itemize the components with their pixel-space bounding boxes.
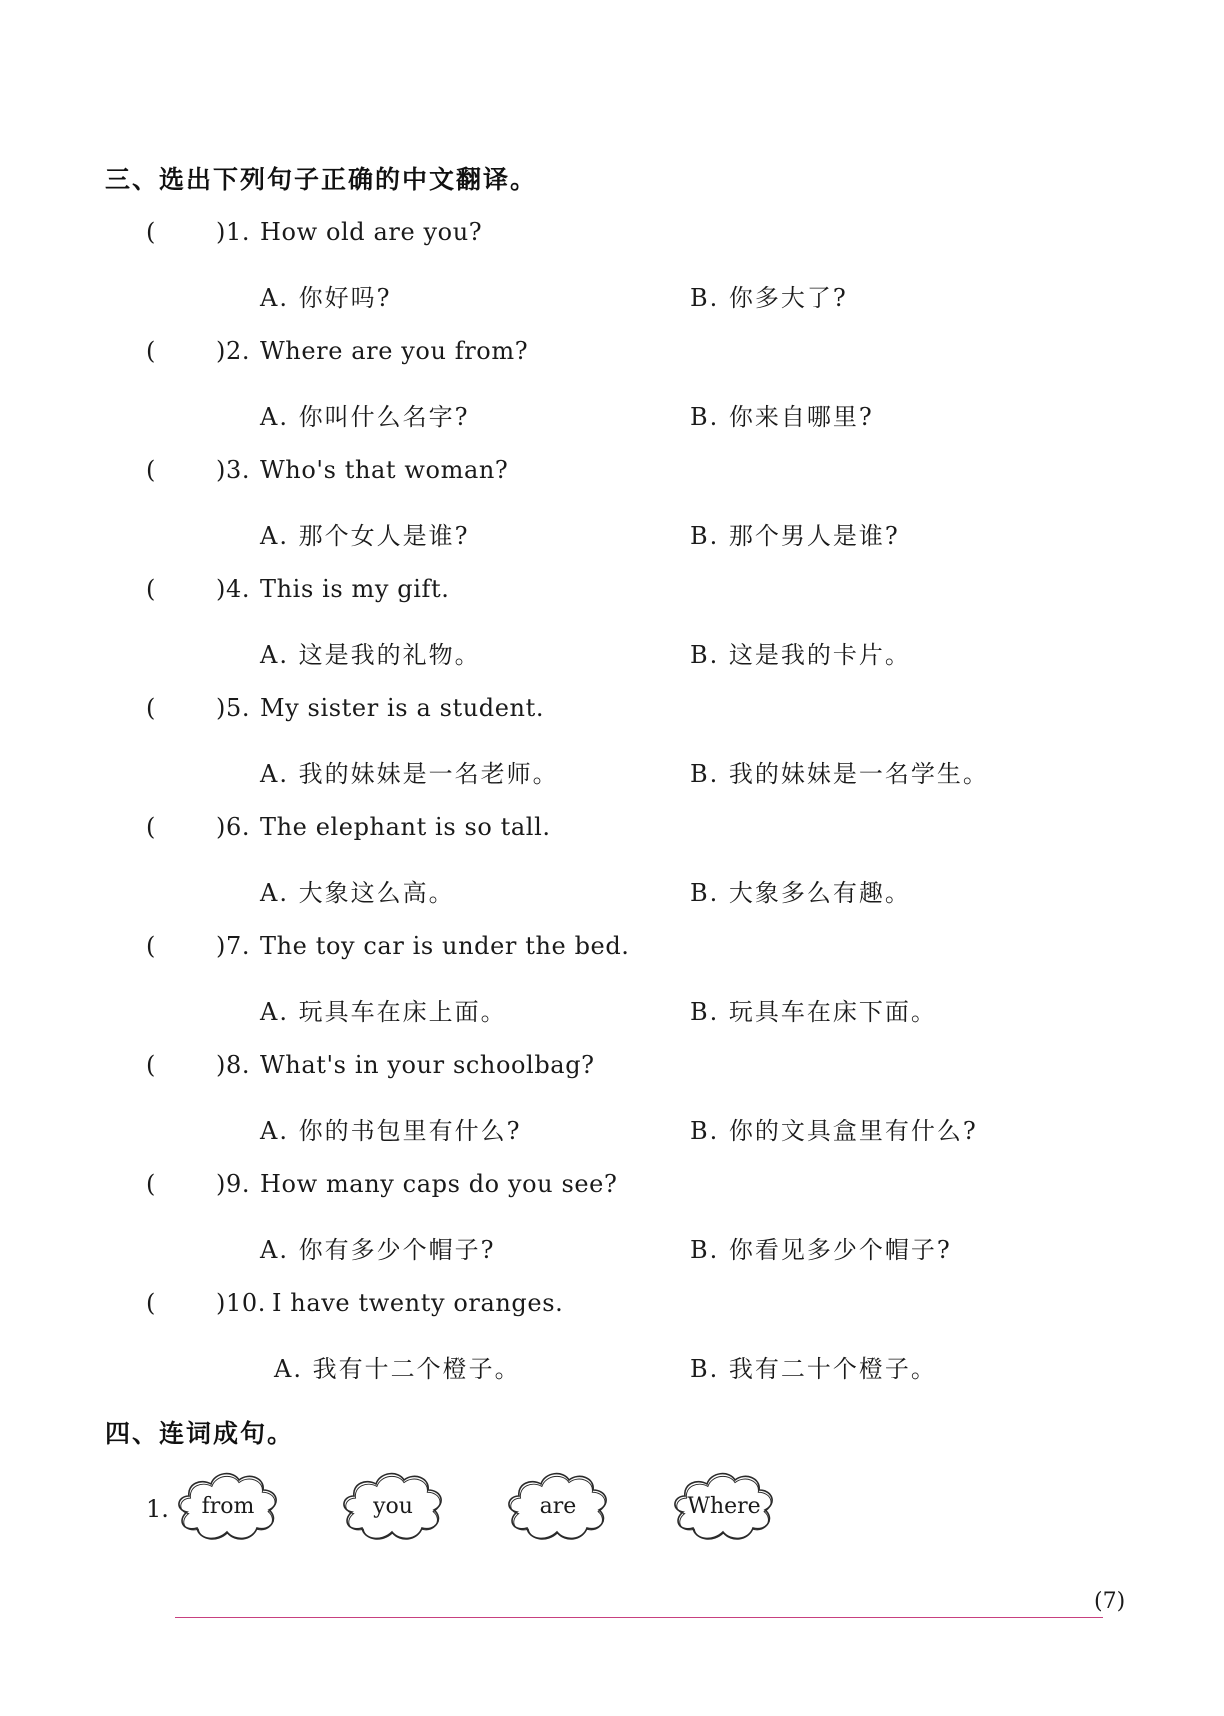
answer-blank-close-paren: )	[216, 337, 226, 365]
answer-blank-open-paren[interactable]: (	[146, 456, 156, 484]
question-line	[0, 1289, 1224, 1329]
answer-blank-open-paren[interactable]: (	[146, 1170, 156, 1198]
question-line	[0, 575, 1224, 615]
question-number: 5.	[226, 694, 251, 722]
answer-blank-close-paren: )	[216, 1289, 226, 1317]
options-line	[0, 1111, 1224, 1151]
word-cloud[interactable]	[669, 1466, 779, 1546]
question-line	[0, 813, 1224, 853]
question-line	[0, 218, 1224, 258]
answer-blank-open-paren[interactable]: (	[146, 1051, 156, 1079]
question-line	[0, 1170, 1224, 1210]
options-line	[0, 1349, 1224, 1389]
option-b[interactable]: B. 你多大了?	[690, 284, 848, 312]
question-number: 3.	[226, 456, 251, 484]
word-cloud[interactable]	[503, 1466, 613, 1546]
question-text: I have twenty oranges.	[272, 1289, 564, 1317]
footer-divider	[175, 1617, 1103, 1618]
option-b[interactable]: B. 这是我的卡片。	[690, 641, 911, 669]
answer-blank-close-paren: )	[216, 694, 226, 722]
answer-blank-close-paren: )	[216, 813, 226, 841]
option-a[interactable]: A. 你叫什么名字?	[260, 403, 470, 431]
question-text: The elephant is so tall.	[260, 813, 551, 841]
question-text: Who's that woman?	[260, 456, 509, 484]
option-b[interactable]: B. 你看见多少个帽子?	[690, 1236, 952, 1264]
options-line	[0, 516, 1224, 556]
cloud-word-text: you	[373, 1493, 413, 1519]
answer-blank-open-paren[interactable]: (	[146, 813, 156, 841]
option-b[interactable]: B. 大象多么有趣。	[690, 879, 911, 907]
answer-blank-close-paren: )	[216, 1051, 226, 1079]
answer-blank-close-paren: )	[216, 456, 226, 484]
options-line	[0, 397, 1224, 437]
question-number: 9.	[226, 1170, 251, 1198]
answer-blank-open-paren[interactable]: (	[146, 1289, 156, 1317]
question-number: 6.	[226, 813, 251, 841]
cloud-word-text: from	[201, 1493, 255, 1519]
answer-blank-close-paren: )	[216, 932, 226, 960]
option-a[interactable]: A. 你有多少个帽子?	[260, 1236, 496, 1264]
options-line	[0, 1230, 1224, 1270]
exercise-number: 1.	[146, 1495, 169, 1523]
option-a[interactable]: A. 我有十二个橙子。	[274, 1355, 521, 1383]
question-number: 7.	[226, 932, 251, 960]
question-line	[0, 337, 1224, 377]
answer-blank-open-paren[interactable]: (	[146, 575, 156, 603]
option-a[interactable]: A. 玩具车在床上面。	[260, 998, 507, 1026]
option-b[interactable]: B. 那个男人是谁?	[690, 522, 900, 550]
option-a[interactable]: A. 我的妹妹是一名老师。	[260, 760, 559, 788]
option-a[interactable]: A. 那个女人是谁?	[260, 522, 470, 550]
options-line	[0, 992, 1224, 1032]
answer-blank-close-paren: )	[216, 575, 226, 603]
answer-blank-open-paren[interactable]: (	[146, 218, 156, 246]
question-text: This is my gift.	[260, 575, 450, 603]
word-cloud[interactable]	[338, 1466, 448, 1546]
question-text: How many caps do you see?	[260, 1170, 618, 1198]
option-a[interactable]: A. 这是我的礼物。	[260, 641, 481, 669]
word-cloud[interactable]	[173, 1466, 283, 1546]
question-text: How old are you?	[260, 218, 483, 246]
answer-blank-open-paren[interactable]: (	[146, 694, 156, 722]
option-a[interactable]: A. 你的书包里有什么?	[260, 1117, 522, 1145]
question-text: What's in your schoolbag?	[260, 1051, 595, 1079]
question-text: Where are you from?	[260, 337, 529, 365]
option-a[interactable]: A. 你好吗?	[260, 284, 392, 312]
option-b[interactable]: B. 我有二十个橙子。	[690, 1355, 937, 1383]
question-line	[0, 456, 1224, 496]
question-line	[0, 1051, 1224, 1091]
answer-blank-open-paren[interactable]: (	[146, 932, 156, 960]
options-line	[0, 278, 1224, 318]
question-number: 10.	[226, 1289, 266, 1317]
question-text: My sister is a student.	[260, 694, 545, 722]
answer-blank-open-paren[interactable]: (	[146, 337, 156, 365]
question-number: 1.	[226, 218, 251, 246]
cloud-word-text: are	[539, 1493, 577, 1519]
page-number: (7)	[1094, 1589, 1126, 1614]
options-line	[0, 873, 1224, 913]
option-b[interactable]: B. 你来自哪里?	[690, 403, 874, 431]
cloud-word-text: Where	[687, 1493, 761, 1519]
option-b[interactable]: B. 你的文具盒里有什么?	[690, 1117, 978, 1145]
question-text: The toy car is under the bed.	[260, 932, 630, 960]
option-a[interactable]: A. 大象这么高。	[260, 879, 455, 907]
section-3-title: 三、选出下列句子正确的中文翻译。	[105, 165, 538, 194]
section-4-title: 四、连词成句。	[105, 1419, 295, 1448]
answer-blank-close-paren: )	[216, 1170, 226, 1198]
options-line	[0, 635, 1224, 675]
options-line	[0, 754, 1224, 794]
question-line	[0, 932, 1224, 972]
question-number: 4.	[226, 575, 251, 603]
question-number: 8.	[226, 1051, 251, 1079]
option-b[interactable]: B. 我的妹妹是一名学生。	[690, 760, 989, 788]
answer-blank-close-paren: )	[216, 218, 226, 246]
question-number: 2.	[226, 337, 251, 365]
option-b[interactable]: B. 玩具车在床下面。	[690, 998, 937, 1026]
question-line	[0, 694, 1224, 734]
